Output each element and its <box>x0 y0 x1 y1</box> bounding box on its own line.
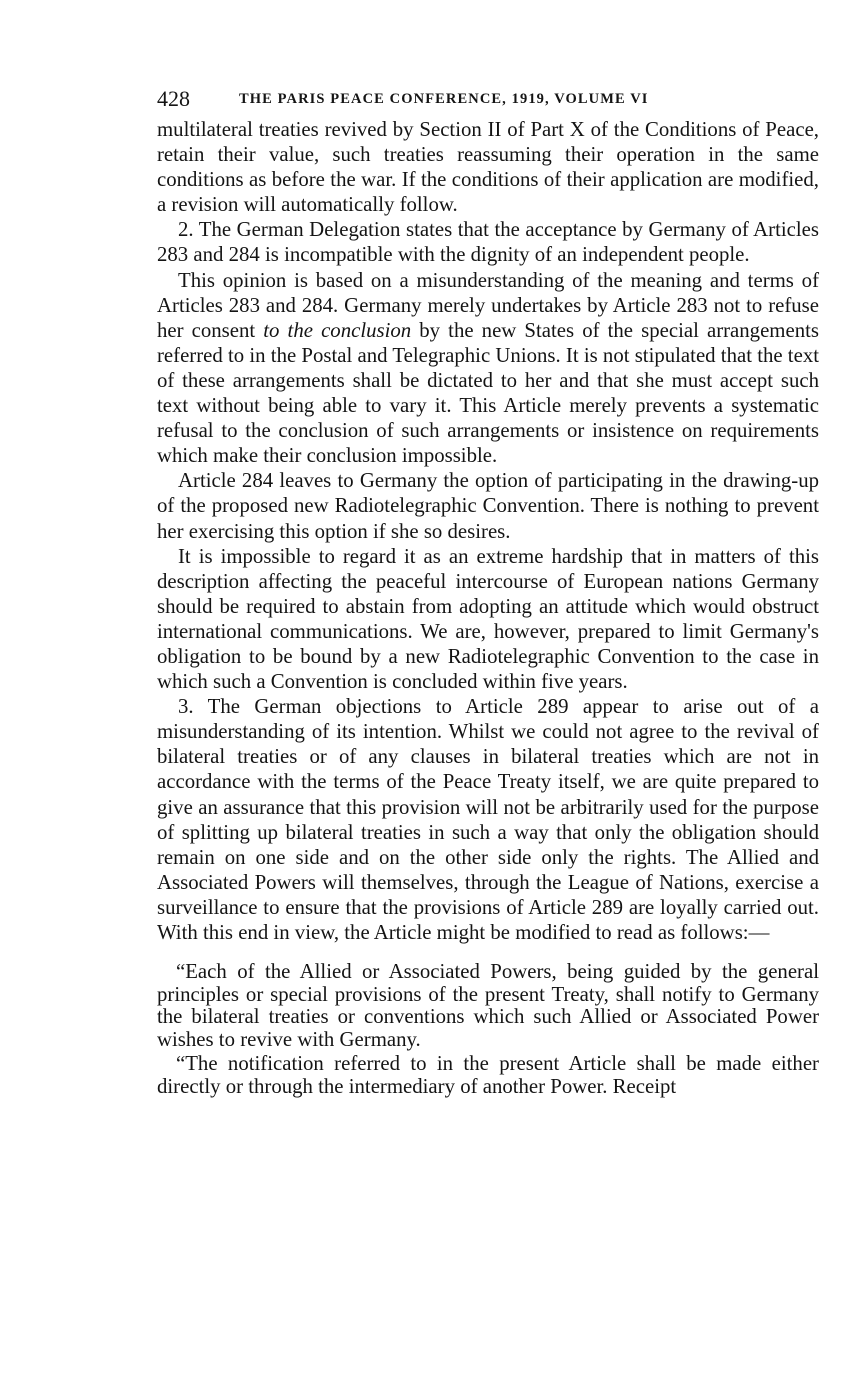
quote-paragraph: “The notification referred to in the present Article shall be made either directly or through the intermediary of another Power. Receipt <box>157 1052 819 1098</box>
document-page <box>157 86 819 1098</box>
paragraph-articles-283-284 <box>157 268 819 469</box>
quoted-article-text <box>157 961 819 1098</box>
paragraph-article-284: Article 284 leaves to Germany the option of participating in the drawing-up of the proposed new Radiotelegraphic Convention. There is nothing to prevent her exercising this option if she so desires. <box>157 469 819 543</box>
italic-phrase: to the conclusion <box>263 318 412 342</box>
paragraph-text-end: by the new States of the special arrangements referred to in the Postal and Telegraphic Unions. It is not stipulated that the text of these arrangements shall be dictated to her and that she must accept such text without being able to vary it. This Article merely prevents a systematic refusal to the conclusion of such arrangements or insistence on requirements which make their conclusion impossible. <box>157 318 819 468</box>
paragraph-item-3: 3. The German objections to Article 289 appear to arise out of a misunderstanding of its intention. Whilst we could not agree to the revival of bilateral treaties or of any clauses in bilateral treaties which are not in accordance with the terms of the Peace Treaty itself, we are quite prepared to give an assurance that this provision will not be arbitrarily used for the purpose of splitting up bilateral treaties in such a way that only the obligation should remain on one side and on the other side only the rights. The Allied and Associated Powers will themselves, through the League of Nations, exercise a surveillance to ensure that the provisions of Article 289 are loyally carried out. With this end in view, the Article might be modified to read as follows:— <box>157 695 819 944</box>
paragraph-hardship: It is impossible to regard it as an extreme hardship that in matters of this description affecting the peaceful intercourse of European nations Germany should be required to abstain from adopting an attitude which would obstruct international communications. We are, however, prepared to limit Germany's obligation to be bound by a new Radiotelegraphic Convention to the case in which such a Convention is concluded within five years. <box>157 544 819 694</box>
running-head <box>157 86 819 112</box>
running-title: THE PARIS PEACE CONFERENCE, 1919, VOLUME VI <box>239 91 649 107</box>
page-number: 428 <box>157 86 190 111</box>
paragraph-text-start: This opinion is based on a misunderstanding of the meaning and terms of Articles 283 and 284. Germany merely undertakes by Article 283 not to refuse her consent <box>157 268 819 342</box>
paragraph-item-2: 2. The German Delegation states that the acceptance by Germany of Articles 283 and 284 is incompatible with the dignity of an independent people. <box>157 218 819 267</box>
quote-paragraph: “Each of the Allied or Associated Powers, being guided by the general principles or special provisions of the present Treaty, shall notify to Germany the bilateral treaties or conventions which such Allied or Associated Power wishes to revive with Germany. <box>157 960 819 1051</box>
paragraph-continuation: multilateral treaties revived by Section II of Part X of the Conditions of Peace, retain their value, such treaties reassuming their operation in the same conditions as before the war. If the conditions of their application are modified, a revision will automatically follow. <box>157 118 819 217</box>
body-text <box>157 117 819 945</box>
